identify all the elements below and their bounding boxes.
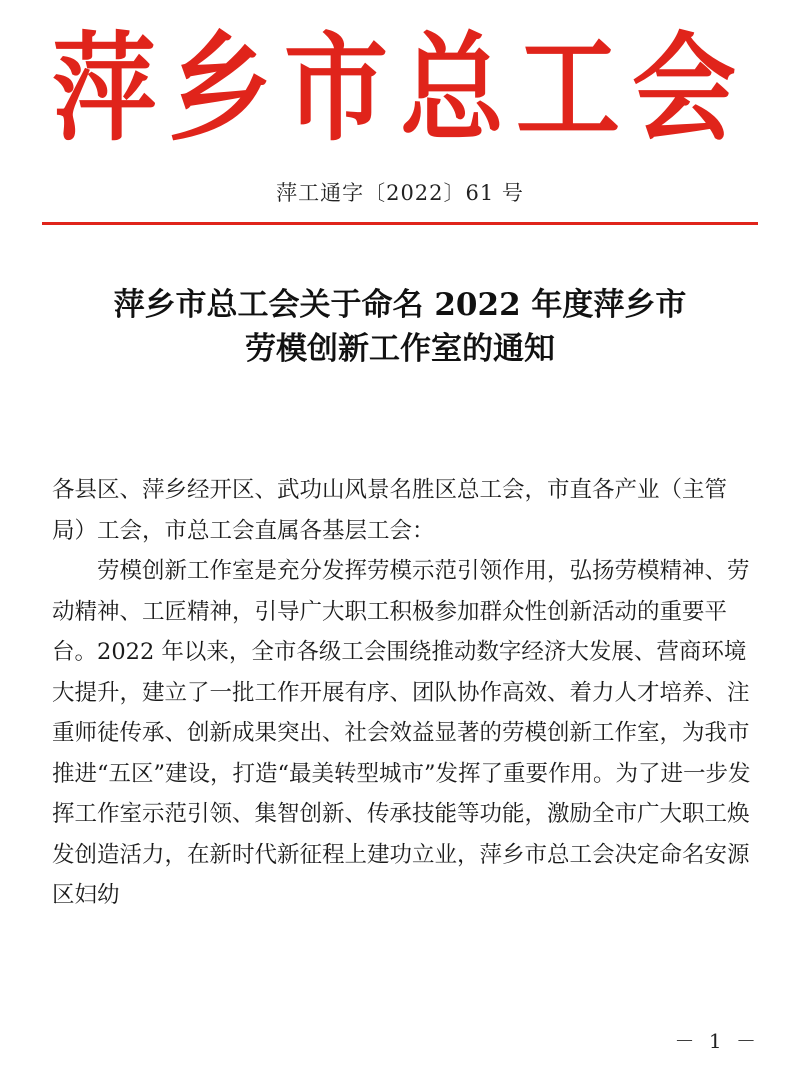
salutation: 各县区、萍乡经开区、武功山风景名胜区总工会，市直各产业（主管局）工会，市总工会直属各基层工会： — [52, 477, 728, 544]
page-number: － 1 － — [674, 1029, 760, 1053]
notice-title — [0, 283, 800, 371]
notice-title-line-2: 劳模创新工作室的通知 — [245, 331, 555, 367]
body-paragraph-1: 劳模创新工作室是充分发挥劳模示范引领作用，弘扬劳模精神、劳动精神、工匠精神，引导广大职工积极参加群众性创新活动的重要平台。2022 年以来，全市各级工会围绕推动数字经济大发展、营商环境大提升，建立了一批工作开展有序、团队协作高效、着力人才培养、注重师徒传承、创新成果突出、社会效益显著的劳模创新工作室，为我市推进“五区”建设，打造“最美转型城市”发挥了重要作用。为了进一步发挥工作室示范引领、集智创新、传承技能等功能，激励全市广大职工焕发创造活力，在新时代新征程上建功立业，萍乡市总工会决定命名安源区妇幼 — [52, 558, 751, 908]
red-divider-line — [42, 222, 758, 225]
notice-body — [52, 470, 752, 916]
notice-title-line-1: 萍乡市总工会关于命名 2022 年度萍乡市 — [113, 287, 687, 323]
document-number: 萍工通字〔2022〕61 号 — [276, 181, 524, 205]
masthead-title: 萍乡市总工会 — [51, 20, 748, 158]
